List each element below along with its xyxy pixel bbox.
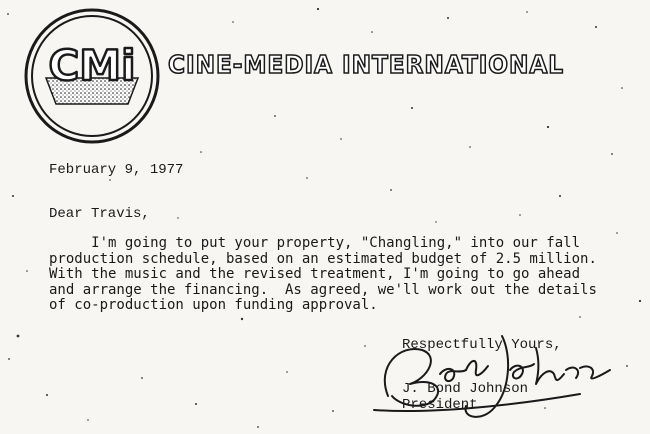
logo-text: CMi	[48, 41, 136, 90]
signer-name: J. Bond Johnson	[402, 381, 529, 397]
cmi-logo	[20, 4, 164, 148]
signer-title: President	[402, 397, 478, 413]
company-name: CINE-MEDIA INTERNATIONAL	[168, 50, 565, 79]
letter-body: I'm going to put your property, "Changling," into our fall production schedule, based on an estimated budget of 2.5 million. With the music and the revised treatment, I'm going to go ahead and arrange the financing. As agreed, we'll work out the details of co-production upon funding approval.	[49, 235, 597, 313]
letter-date: February 9, 1977	[49, 162, 184, 178]
letter-salutation: Dear Travis,	[49, 206, 150, 222]
letter-closing: Respectfully Yours,	[402, 337, 562, 353]
